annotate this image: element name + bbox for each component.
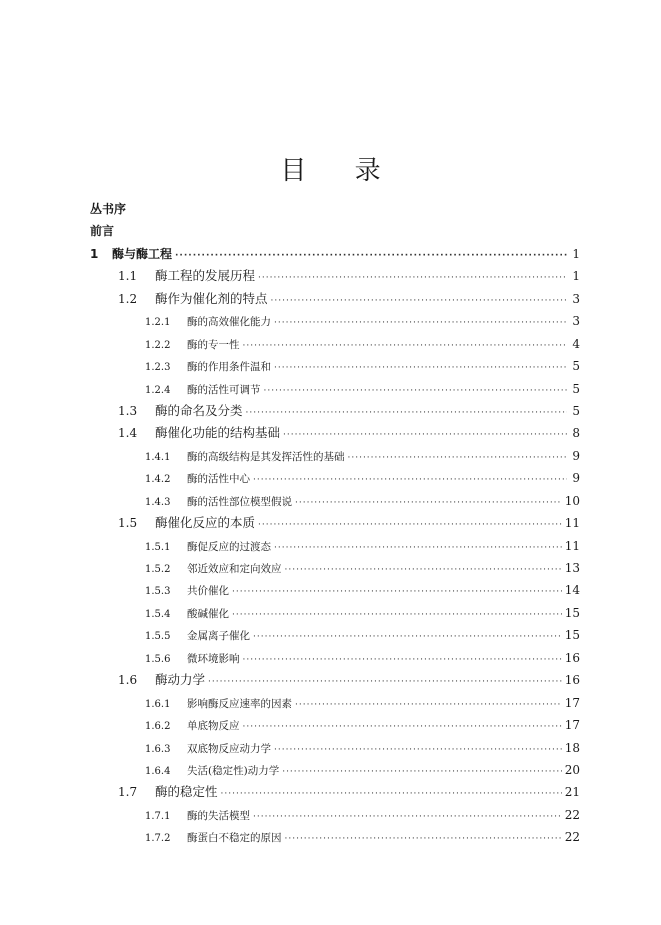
front-matter-preface[interactable] xyxy=(90,220,580,242)
toc-entry-number: 1.7.2 xyxy=(145,833,171,845)
table-of-contents xyxy=(90,198,580,849)
toc-entry-number: 1.4.2 xyxy=(145,474,171,486)
toc-entry-number: 1.4.1 xyxy=(145,451,171,463)
toc-entry-page: 3 xyxy=(572,314,580,329)
toc-entry-number: 1.6 xyxy=(118,673,138,688)
toc-entry-page: 5 xyxy=(572,359,580,374)
dot-leader xyxy=(274,357,567,379)
toc-entry-page: 15 xyxy=(564,605,580,620)
dot-leader xyxy=(274,312,567,334)
toc-entry[interactable] xyxy=(90,759,580,781)
toc-entry[interactable] xyxy=(90,265,580,287)
dot-leader xyxy=(271,290,567,312)
toc-entry-page: 14 xyxy=(564,583,580,598)
toc-entry[interactable] xyxy=(90,355,580,377)
toc-entry-title: 失活(稳定性)动力学 xyxy=(187,764,280,777)
dot-leader xyxy=(232,581,562,603)
toc-entry-number: 1.5 xyxy=(118,516,138,531)
toc-entry-title: 金属离子催化 xyxy=(187,630,250,643)
toc-entry-title: 酶的失活模型 xyxy=(187,809,250,822)
toc-entry[interactable] xyxy=(90,400,580,422)
toc-entry-number: 1.2.2 xyxy=(145,339,171,351)
toc-entry-page: 20 xyxy=(564,762,580,777)
toc-entry-title: 酶的高级结构是其发挥活性的基础 xyxy=(187,450,345,463)
dot-leader xyxy=(243,335,568,357)
toc-entry-page: 9 xyxy=(572,448,580,463)
toc-entry-number: 1.6.4 xyxy=(145,765,171,777)
toc-entry-title: 酶催化功能的结构基础 xyxy=(155,425,281,441)
toc-entry-title: 酶动力学 xyxy=(155,672,206,688)
toc-entry-title: 酶的活性可调节 xyxy=(187,383,261,396)
toc-entry[interactable] xyxy=(90,378,580,400)
toc-entry-title: 酶与酶工程 xyxy=(112,246,173,261)
toc-entry[interactable] xyxy=(90,714,580,736)
toc-entry-page: 11 xyxy=(564,538,580,553)
toc-entry-title: 酶促反应的过渡态 xyxy=(187,540,271,553)
toc-entry[interactable] xyxy=(90,557,580,579)
toc-entry-number: 1.6.1 xyxy=(145,698,171,710)
page-title xyxy=(0,150,661,187)
toc-entry-page: 3 xyxy=(572,291,580,306)
toc-entry[interactable] xyxy=(90,624,580,646)
toc-entry[interactable] xyxy=(90,669,580,691)
dot-leader xyxy=(295,492,562,514)
toc-entry-page: 1 xyxy=(572,269,580,284)
toc-entry-page: 22 xyxy=(564,807,580,822)
front-matter-label: 丛书序 xyxy=(90,202,127,216)
toc-entry-number: 1.2.4 xyxy=(145,384,171,396)
dot-leader xyxy=(258,267,567,289)
toc-entry-page: 5 xyxy=(572,403,580,418)
toc-entry[interactable] xyxy=(90,288,580,310)
toc-entry-title: 影响酶反应速率的因素 xyxy=(187,697,292,710)
dot-leader xyxy=(253,806,562,828)
toc-entry-title: 酶的稳定性 xyxy=(155,784,218,800)
toc-entry-number: 1.2 xyxy=(118,291,138,306)
toc-entry[interactable] xyxy=(90,579,580,601)
dot-leader xyxy=(282,761,562,783)
toc-entry[interactable] xyxy=(90,826,580,848)
toc-entry[interactable] xyxy=(90,804,580,826)
toc-entry-page: 21 xyxy=(564,785,580,800)
dot-leader xyxy=(348,447,568,469)
toc-entry-page: 9 xyxy=(572,471,580,486)
dot-leader xyxy=(253,469,567,491)
toc-entry-number: 1.5.1 xyxy=(145,541,171,553)
dot-leader xyxy=(285,559,562,581)
toc-entry-page: 11 xyxy=(564,516,580,531)
toc-entry-title: 酶蛋白不稳定的原因 xyxy=(187,832,282,845)
title-char-2: 录 xyxy=(354,156,381,186)
toc-entry-title: 酸碱催化 xyxy=(187,607,229,620)
dot-leader xyxy=(283,424,567,446)
dot-leader xyxy=(253,626,562,648)
toc-entry[interactable] xyxy=(90,602,580,624)
toc-entry-number: 1.4 xyxy=(118,426,138,441)
dot-leader xyxy=(274,537,562,559)
toc-entry-page: 8 xyxy=(572,426,580,441)
toc-entry-number: 1.7.1 xyxy=(145,810,171,822)
dot-leader xyxy=(221,783,562,805)
dot-leader xyxy=(208,671,562,693)
toc-entry-title: 酶作为催化剂的特点 xyxy=(155,290,268,306)
toc-entry-title: 双底物反应动力学 xyxy=(187,742,271,755)
toc-entry-number: 1.4.3 xyxy=(145,496,171,508)
toc-entry-page: 13 xyxy=(564,561,580,575)
toc-entry[interactable] xyxy=(90,445,580,467)
toc-entry-title: 微环境影响 xyxy=(187,652,240,665)
toc-entry-number: 1.5.4 xyxy=(145,608,171,620)
toc-entry-number: 1 xyxy=(90,246,99,261)
toc-entry[interactable] xyxy=(90,490,580,512)
toc-entry-number: 1.5.3 xyxy=(145,586,171,598)
dot-leader xyxy=(243,716,562,738)
toc-entry-page: 17 xyxy=(564,718,580,733)
toc-entry[interactable] xyxy=(90,781,580,803)
toc-entry-page: 17 xyxy=(564,695,580,710)
toc-entry[interactable] xyxy=(90,737,580,759)
toc-entry-page: 4 xyxy=(572,336,580,351)
toc-entry[interactable] xyxy=(90,310,580,332)
toc-entry-page: 10 xyxy=(564,493,580,508)
toc-entry-number: 1.6.2 xyxy=(145,721,171,733)
dot-leader xyxy=(232,604,562,626)
dot-leader xyxy=(243,649,562,671)
dot-leader xyxy=(258,514,562,536)
toc-entry-title: 酶的活性部位模型假说 xyxy=(187,495,292,508)
toc-entry-title: 酶工程的发展历程 xyxy=(155,268,256,284)
dot-leader xyxy=(274,739,562,761)
toc-entry-page: 15 xyxy=(564,628,580,643)
title-char-1: 目 xyxy=(280,156,307,186)
dot-leader xyxy=(264,380,568,402)
toc-entry-page: 16 xyxy=(564,673,580,688)
toc-entry-title: 邻近效应和定向效应 xyxy=(187,563,282,575)
dot-leader xyxy=(295,694,562,716)
toc-entry-title: 酶的命名及分类 xyxy=(155,402,243,418)
toc-entry[interactable] xyxy=(90,692,580,714)
toc-entry[interactable] xyxy=(90,243,580,265)
toc-entry-number: 1.2.1 xyxy=(145,317,171,329)
toc-entry[interactable] xyxy=(90,647,580,669)
toc-entry-page: 22 xyxy=(564,830,580,845)
toc-entry-title: 酶的作用条件温和 xyxy=(187,361,271,374)
toc-entry-number: 1.5.6 xyxy=(145,653,171,665)
toc-entry-number: 1.7 xyxy=(118,785,138,800)
dot-leader xyxy=(246,402,567,424)
toc-entry-number: 1.3 xyxy=(118,403,138,418)
dot-leader xyxy=(175,245,567,267)
toc-entry-number: 1.5.5 xyxy=(145,631,171,643)
toc-entry[interactable] xyxy=(90,512,580,534)
toc-entry-title: 酶的高效催化能力 xyxy=(187,316,271,329)
toc-entry-page: 1 xyxy=(572,246,580,261)
toc-entry[interactable] xyxy=(90,535,580,557)
toc-entry-page: 16 xyxy=(564,650,580,665)
toc-entry-title: 酶催化反应的本质 xyxy=(155,515,256,531)
dot-leader xyxy=(285,828,562,850)
toc-entry-number: 1.5.2 xyxy=(145,564,171,575)
toc-entry-number: 1.6.3 xyxy=(145,743,171,755)
toc-entry-title: 酶的专一性 xyxy=(187,338,240,351)
toc-entry-number: 1.2.3 xyxy=(145,362,171,374)
toc-entry-title: 单底物反应 xyxy=(187,720,240,733)
front-matter-series-preface[interactable] xyxy=(90,198,580,220)
toc-entry-title: 共价催化 xyxy=(187,585,229,598)
toc-entry-page: 18 xyxy=(564,740,580,755)
toc-entry-number: 1.1 xyxy=(118,269,138,284)
toc-entry-page: 5 xyxy=(572,381,580,396)
toc-entry[interactable] xyxy=(90,333,580,355)
toc-entry[interactable] xyxy=(90,422,580,444)
toc-entry[interactable] xyxy=(90,467,580,489)
toc-entry-title: 酶的活性中心 xyxy=(187,473,250,486)
front-matter-label: 前言 xyxy=(90,224,115,239)
